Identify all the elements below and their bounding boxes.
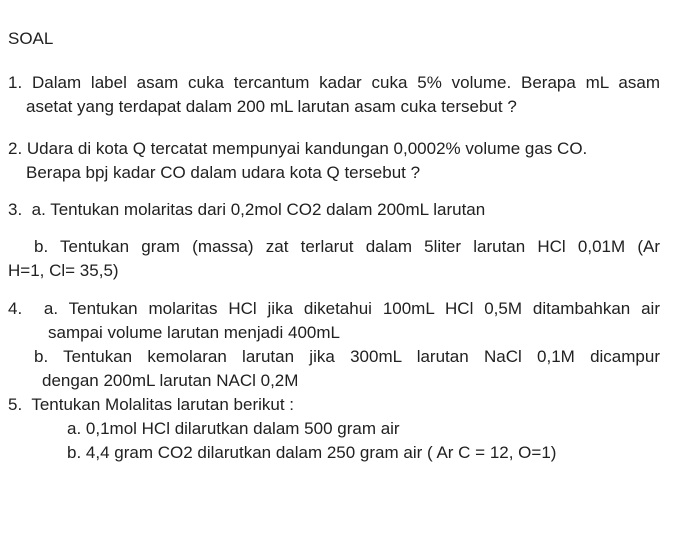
- problem-2-line-2: Berapa bpj kadar CO dalam udara kota Q tersebut ?: [26, 163, 421, 182]
- problem-3-line-1: 3. a. Tentukan molaritas dari 0,2mol CO2 dalam 200mL larutan: [8, 200, 486, 219]
- problem-2: [8, 137, 660, 185]
- problem-5-line-2: a. 0,1mol HCl dilarutkan dalam 500 gram air: [67, 419, 400, 438]
- problem-4-line-1: 4. a. Tentukan molaritas HCl jika diketahui 100mL HCl 0,5M ditambahkan air: [8, 299, 660, 318]
- problem-4-line-2: sampai volume larutan menjadi 400mL: [48, 323, 340, 342]
- problem-3a: [8, 198, 660, 222]
- problem-4-line-4: dengan 200mL larutan NACl 0,2M: [42, 371, 299, 390]
- problem-1-line-1: 1. Dalam label asam cuka tercantum kadar cuka 5% volume. Berapa mL asam: [8, 73, 660, 92]
- problem-4-line-3: b. Tentukan kemolaran larutan jika 300mL larutan NaCl 0,1M dicampur: [34, 347, 660, 366]
- problem-4: [8, 297, 660, 393]
- problem-5-line-1: 5. Tentukan Molalitas larutan berikut :: [8, 395, 295, 414]
- problem-3-line-3: H=1, Cl= 35,5): [8, 261, 119, 280]
- problem-1: [8, 71, 660, 119]
- problem-3b: [8, 235, 660, 283]
- problem-1-line-2: asetat yang terdapat dalam 200 mL larutan asam cuka tersebut ?: [26, 97, 517, 116]
- problem-3-line-2: b. Tentukan gram (massa) zat terlarut dalam 5liter larutan HCl 0,01M (Ar: [34, 237, 660, 256]
- problem-2-line-1: 2. Udara di kota Q tercatat mempunyai kandungan 0,0002% volume gas CO.: [8, 139, 588, 158]
- page-title: SOAL: [8, 29, 54, 48]
- problem-5-line-3: b. 4,4 gram CO2 dilarutkan dalam 250 gram air ( Ar C = 12, O=1): [67, 443, 557, 462]
- problem-5: [8, 393, 660, 465]
